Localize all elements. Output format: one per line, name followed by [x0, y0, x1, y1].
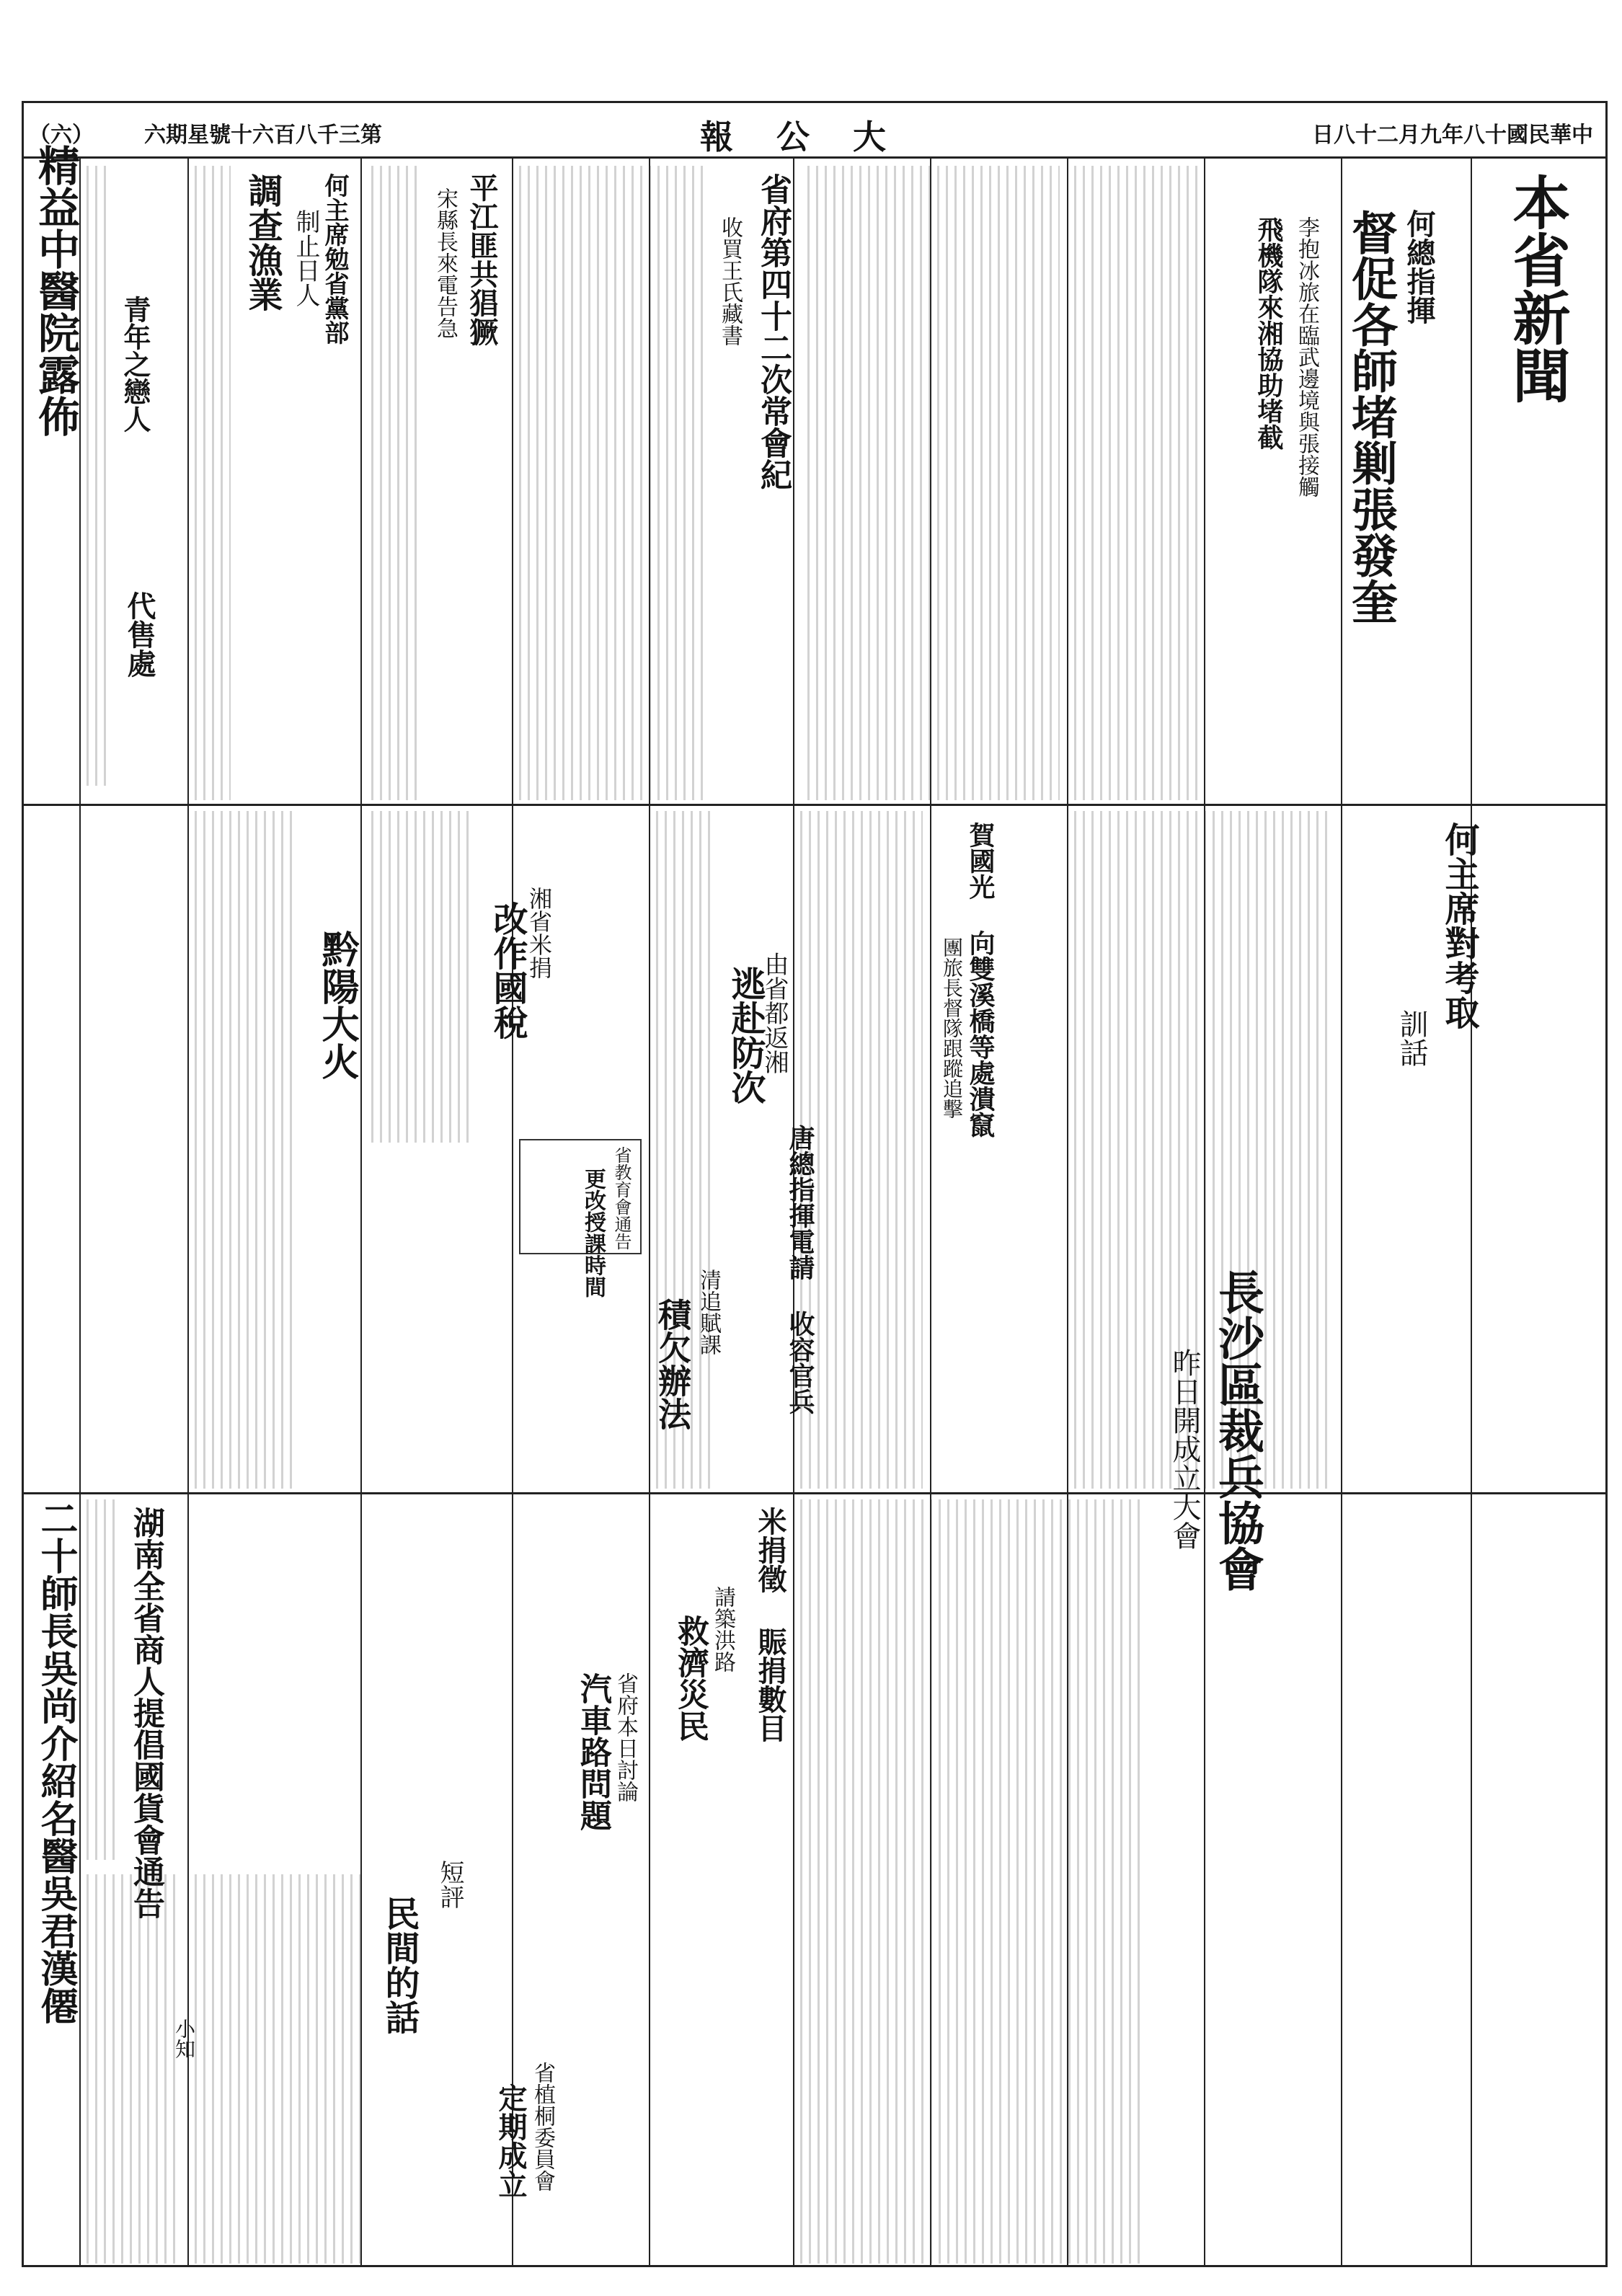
headline-7: 何主席對考取 [1439, 822, 1479, 1029]
headline-8: 賀國光 向雙溪橋等處潰竄 [965, 822, 996, 1138]
headline-16: 米捐徵 賑捐數目 [753, 1507, 787, 1742]
subhead-1: 何總指揮 [1402, 209, 1436, 324]
col-divider-1 [1471, 159, 1472, 2267]
article-1-body-cont [807, 166, 1060, 800]
headline-24: 代售處 [123, 591, 156, 678]
left-margin-lower-body [87, 1874, 180, 2264]
subhead-18: 省府本日討論 [613, 1672, 638, 1802]
subhead-9: 由省都返湘 [760, 952, 789, 1074]
headline-21: 湖南全省商人提倡國貨會通告 [128, 1507, 164, 1919]
article-4-body [371, 166, 422, 800]
subhead-4: 宋縣長來電告急 [433, 187, 458, 339]
headline-3: 省府第四十二次常會紀 [755, 173, 792, 490]
subhead-7: 訓話 [1395, 1009, 1428, 1067]
subhead-5: 制止日人 [291, 209, 320, 307]
article-19-body [195, 1874, 360, 2264]
issue-date: 中華民國十八年九月二十八日 [1312, 123, 1593, 148]
article-10-body [371, 811, 472, 1143]
headline-4: 平江匪共猖獗 [465, 173, 499, 346]
headline-11: 更改授課時間 [580, 1168, 606, 1298]
headline-22: 青年之戀人 [119, 296, 151, 433]
headline-25: 二十師長吳尚介紹名醫吳君漢僊 [34, 1499, 78, 2024]
masthead [22, 108, 1608, 159]
headline-18: 汽車路問題 [575, 1672, 611, 1831]
divider-2 [22, 1492, 1608, 1494]
col-divider-10 [187, 159, 189, 2267]
subhead-15: 昨日開成立大會 [1168, 1348, 1201, 1550]
subhead-19: 短評 [435, 1860, 464, 1909]
headline-19: 民間的話 [379, 1896, 420, 2034]
col-divider-9 [360, 159, 362, 2267]
article-12-body [195, 811, 296, 1489]
section-title: 本省新聞 [1503, 173, 1571, 404]
article-21-body [87, 1499, 115, 1860]
subhead-14: 清追賦課 [696, 1269, 721, 1355]
headline-5: 何主席勉省黨部 [320, 173, 349, 345]
subhead-8: 團旅長督隊跟蹤追擊 [940, 937, 964, 1119]
newspaper-title: 大公報 [700, 118, 929, 156]
headline-17: 救濟災民 [672, 1615, 709, 1742]
weekday: 星期六 [144, 123, 209, 148]
headline-10: 改作國稅 [487, 901, 528, 1040]
article-3-body [519, 166, 706, 800]
headline-14: 積欠辦法 [653, 1298, 692, 1430]
headline-13: 唐總指揮電請 收容官兵 [785, 1125, 815, 1414]
divider-1 [22, 804, 1608, 806]
headline-12: 黔陽大火 [315, 930, 359, 1080]
article-15-body [800, 1499, 1146, 2264]
issue-number: 第三千八百六十號 [209, 123, 382, 148]
subhead-20: 省植桐委員會 [530, 2062, 555, 2191]
article-5-body [195, 166, 231, 800]
subhead-2: 李抱冰旅在臨武邊境與張接觸 [1294, 216, 1319, 497]
subhead-11: 省教育會通告 [611, 1146, 631, 1250]
page-number: （六） [29, 123, 94, 148]
headline-9: 逃赴防次 [725, 966, 766, 1104]
headline-23: 精益中醫院露佈 [31, 144, 80, 437]
headline-6: 調查漁業 [242, 173, 283, 311]
article-1-body [1074, 166, 1204, 800]
headline-20: 定期成立 [494, 2083, 528, 2199]
headline-1: 督促各師堵剿張發奎 [1344, 209, 1398, 624]
headline-2: 飛機隊來湘協助堵截 [1254, 216, 1284, 450]
subhead-17: 請築洪路 [710, 1586, 735, 1672]
byline: 小知 [172, 2018, 196, 2059]
headline-15: 長沙區裁兵協會 [1210, 1269, 1264, 1592]
left-margin-body [87, 166, 108, 786]
subhead-10: 湘省米捐 [526, 887, 553, 979]
col-divider-8 [512, 159, 513, 2267]
subhead-3: 收買王氏藏書 [717, 216, 743, 346]
